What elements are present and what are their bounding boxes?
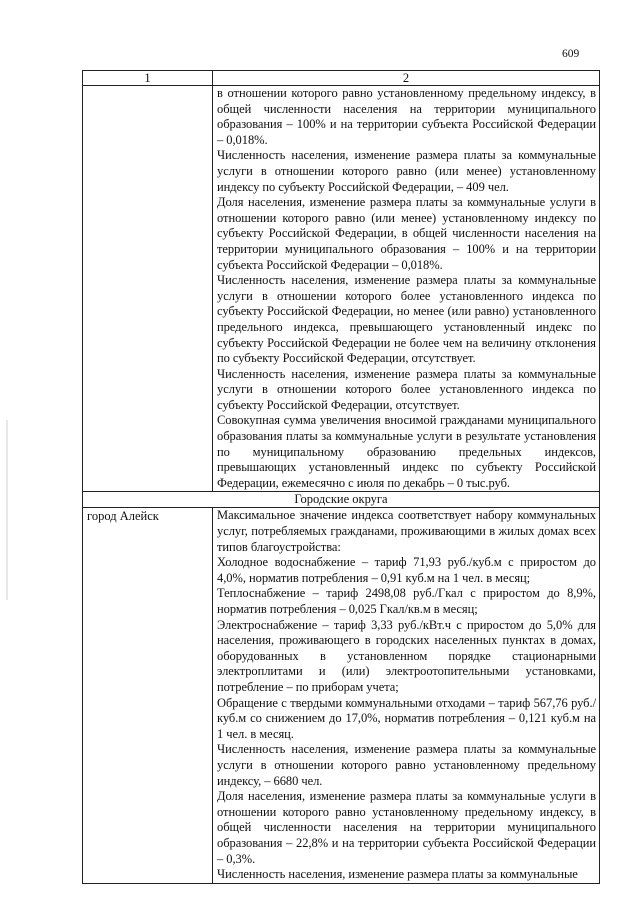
row2-col2 (213, 508, 600, 883)
table-row (83, 508, 600, 883)
table-header-row (83, 71, 600, 86)
paragraph: Совокупная сумма увеличения вносимой гражданами муниципального образования платы за коммунальные услуги в результате установления по муниципальному образованию предельных индексов, превышающих установленный индекс по субъекту Российской Федерации, ежемесячно с июля по декабрь – 0 тыс.руб. (217, 413, 596, 490)
paragraph: Численность населения, изменение размера платы за коммунальные услуги в отношении которого более установленного индекса по субъекту Российской Федерации, но менее (или равно) установленного предельного индекса, превышающего установленный индекс по субъекту Российской Федерации не более чем на величину отклонения по субъекту Российской Федерации, отсутствует. (217, 273, 596, 366)
section-title: Городские округа (83, 492, 600, 508)
table-row (83, 86, 600, 492)
scan-edge-mark (6, 420, 8, 600)
paragraph: Численность населения, изменение размера платы за коммунальные услуги в отношении которого более установленного индекса по субъекту Российской Федерации, отсутствует. (217, 366, 596, 412)
paragraph: Теплоснабжение – тариф 2498,08 руб./Гкал с приростом до 8,9%, норматив потребления – 0,025 Гкал/кв.м в месяц; (217, 586, 596, 616)
paragraph: Обращение с твердыми коммунальными отходами – тариф 567,76 руб./куб.м со снижением до 17,0%, норматив потребления – 0,121 куб.м на 1 чел. в месяц. (217, 695, 596, 741)
paragraph: Численность населения, изменение размера платы за коммунальные (217, 867, 578, 882)
paragraph: в отношении которого равно установленному предельному индексу, в общей численности населения на территории муниципального образования – 100% и на территории субъекта Российской Федерации – 0,018%. (217, 86, 596, 147)
paragraph: Доля населения, изменение размера платы за коммунальные услуги в отношении которого равно установленному предельному индексу, в общей численности населения на территории муниципального образования – 22,8% и на территории субъекта Российской Федерации – 0,3%. (217, 789, 596, 866)
paragraph: Численность населения, изменение размера платы за коммунальные услуги в отношении которого равно (или менее) установленному индексу по субъекту Российской Федерации, – 409 чел. (217, 148, 596, 194)
page-number: 609 (562, 48, 580, 60)
paragraph: Холодное водоснабжение – тариф 71,93 руб./куб.м с приростом до 4,0%, норматив потребления – 0,91 куб.м на 1 чел. в месяц; (217, 555, 596, 585)
document-table (82, 70, 600, 884)
paragraph: Доля населения, изменение размера платы за коммунальные услуги в отношении которого равно (или менее) установленному индексу по субъекту Российской Федерации, в общей численности населения на территории муниципального образования – 100% и на территории субъекта Российской Федерации – 0,018%. (217, 195, 596, 272)
paragraph: Численность населения, изменение размера платы за коммунальные услуги в отношении которого равно установленному предельному индексу, – 6680 чел. (217, 742, 596, 788)
city-name: город Алейск (83, 508, 213, 883)
row1-col2 (213, 86, 600, 492)
header-cell-2: 2 (213, 71, 600, 86)
header-cell-1: 1 (83, 71, 213, 86)
section-row (83, 492, 600, 508)
paragraph: Электроснабжение – тариф 3,33 руб./кВт.ч с приростом до 5,0% для населения, проживающего в городских населенных пунктах в домах, оборудованных в установленном порядке стационарными электроплитами и (или) электроотопительными установками, потребление – по приборам учета; (217, 617, 596, 694)
row1-col1 (83, 86, 213, 492)
paragraph: Максимальное значение индекса соответствует набору коммунальных услуг, потребляемых гражданами, проживающими в жилых домах всех типов благоустройства: (217, 508, 596, 554)
